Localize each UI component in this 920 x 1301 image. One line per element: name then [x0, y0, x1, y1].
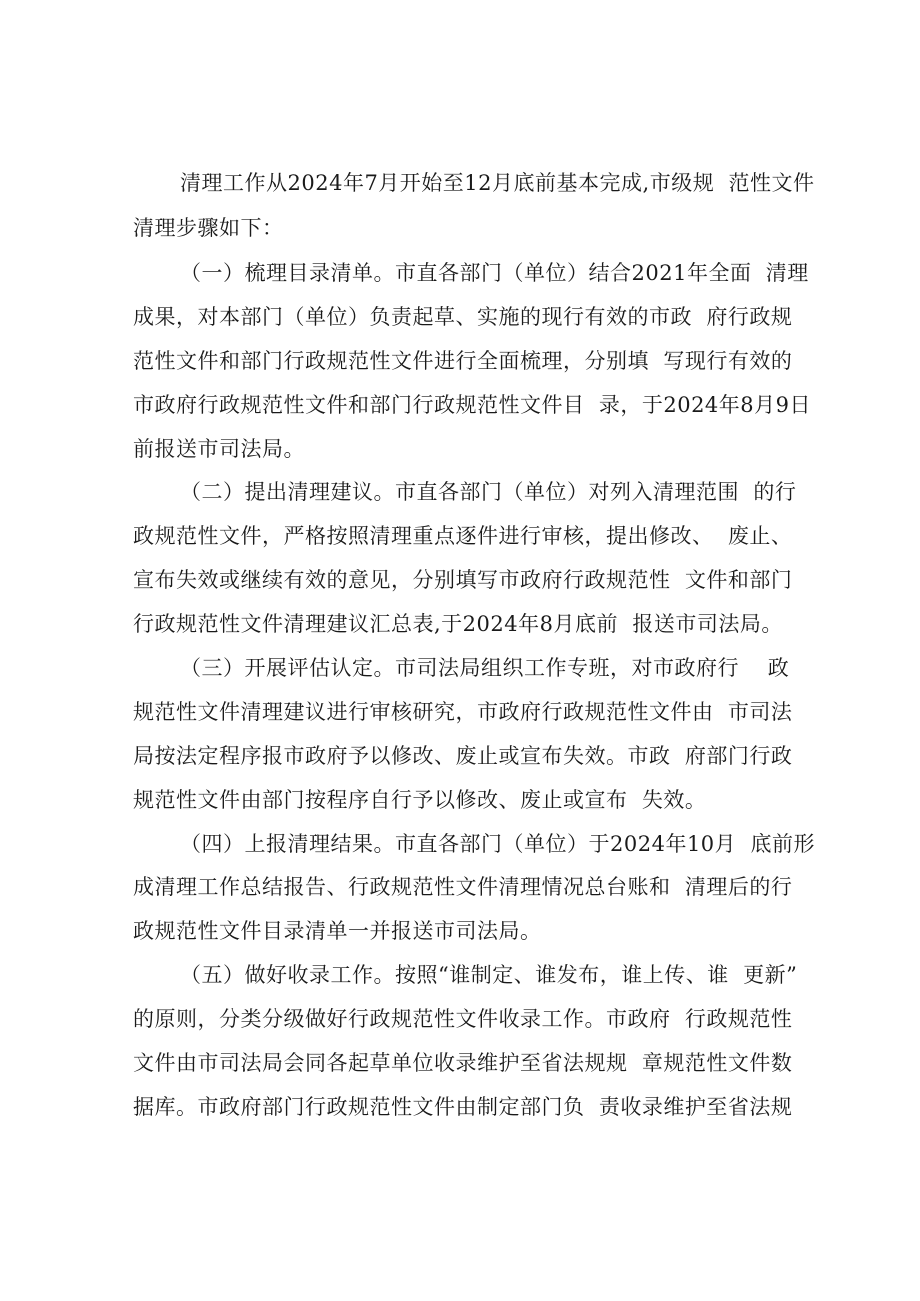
paragraph-2-line-4: 行政规范性文件清理建议汇总表,于2024年8月底前 报送市司法局。 — [133, 612, 783, 636]
paragraph-5-line-2: 的原则，分类分级做好行政规范性文件收录工作。市政府 行政规范性 — [133, 1007, 793, 1031]
paragraph-intro-line-2: 清理步骤如下： — [133, 216, 284, 240]
paragraph-5-line-1: （五）做好收录工作。按照“谁制定、谁发布，谁上传、谁 更新” — [180, 963, 798, 987]
paragraph-3-line-3: 局按法定程序报市政府予以修改、废止或宣布失效。市政 府部门行政 — [133, 744, 793, 768]
paragraph-5-line-3: 文件由市司法局会同各起草单位收录维护至省法规规 章规范性文件数 — [133, 1051, 793, 1075]
paragraph-3-line-4: 规范性文件由部门按程序自行予以修改、废止或宣布 失效。 — [133, 788, 707, 812]
paragraph-5-line-4: 据库。市政府部门行政规范性文件由制定部门负 责收录维护至省法规 — [133, 1095, 793, 1119]
paragraph-3-line-1: （三）开展评估认定。市司法局组织工作专班，对市政府行 政 — [180, 656, 790, 680]
paragraph-4-line-3: 政规范性文件目录清单一并报送市司法局。 — [133, 919, 542, 943]
paragraph-1-line-1: （一）梳理目录清单。市直各部门（单位）结合2021年全面 清理 — [180, 261, 809, 285]
paragraph-1-line-5: 前报送市司法局。 — [133, 437, 305, 461]
paragraph-1-line-2: 成果，对本部门（单位）负责起草、实施的现行有效的市政 府行政规 — [133, 305, 793, 329]
paragraph-2-line-3: 宣布失效或继续有效的意见，分别填写市政府行政规范性 文件和部门 — [133, 568, 793, 592]
paragraph-1-line-3: 范性文件和部门行政规范性文件进行全面梳理，分别填 写现行有效的 — [133, 349, 793, 373]
paragraph-3-line-2: 规范性文件清理建议进行审核研究，市政府行政规范性文件由 市司法 — [133, 700, 793, 724]
paragraph-intro-line-1: 清理工作从2024年7月开始至12月底前基本完成,市级规 范性文件 — [180, 171, 815, 195]
paragraph-4-line-1: （四）上报清理结果。市直各部门（单位）于2024年10月 底前形 — [180, 832, 816, 856]
paragraph-2-line-1: （二）提出清理建议。市直各部门（单位）对列入清理范围 的行 — [180, 480, 797, 504]
paragraph-4-line-2: 成清理工作总结报告、行政规范性文件清理情况总台账和 清理后的行 — [133, 875, 793, 899]
paragraph-1-line-4: 市政府行政规范性文件和部门行政规范性文件目 录，于2024年8月9日 — [133, 393, 812, 417]
paragraph-2-line-2: 政规范性文件，严格按照清理重点逐件进行审核，提出修改、 废止、 — [133, 524, 793, 548]
